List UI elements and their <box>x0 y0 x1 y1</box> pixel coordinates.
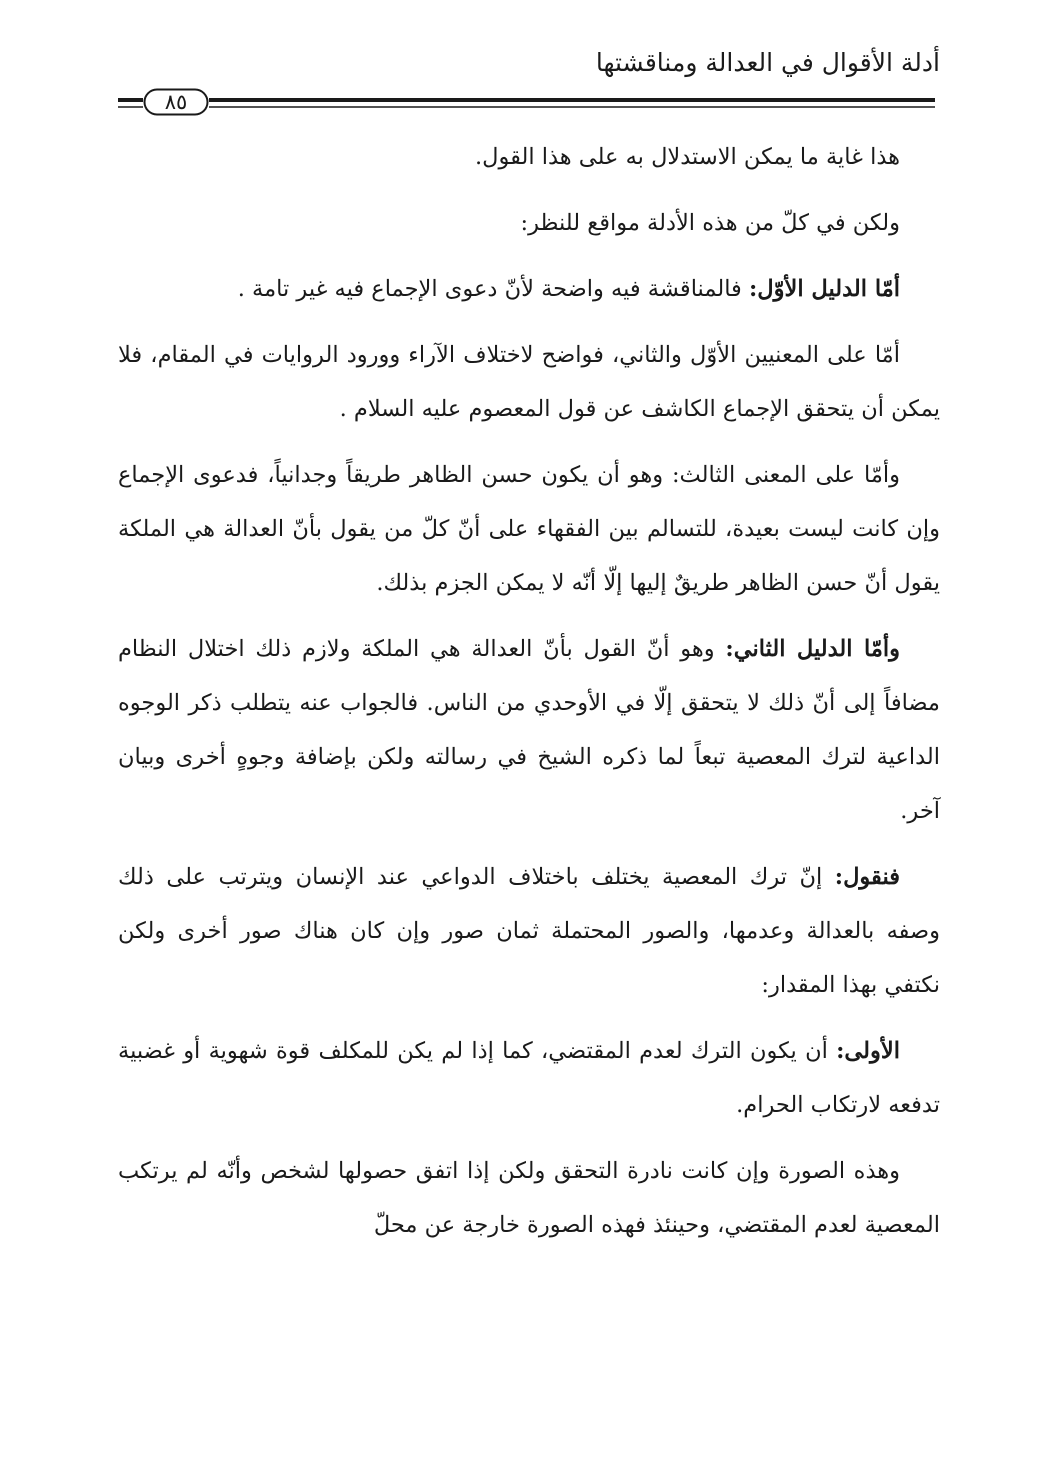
paragraph-text: إنّ ترك المعصية يختلف باختلاف الدواعي عند الإنسان ويترتب على ذلك وصفه بالعدالة وعدمها، والصور المحتملة ثمان صور وإن كان هناك صور أخرى ولكن نكتفي بهذا المقدار: <box>118 864 940 998</box>
paragraph-5 <box>118 448 940 610</box>
paragraph-2 <box>118 196 940 250</box>
paragraph-text: فالمناقشة فيه واضحة لأنّ دعوى الإجماع فيه غير تامة . <box>237 276 749 302</box>
body-text <box>118 130 940 1264</box>
page-number-badge <box>143 88 209 116</box>
paragraph-text: وهو أنّ القول بأنّ العدالة هي الملكة ولازم ذلك اختلال النظام مضافاً إلى أنّ ذلك لا يتحقق إلّا في الأوحدي من الناس. فالجواب عنه يتطلب ذكر الوجوه الداعية لترك المعصية تبعاً لما ذكره الشيخ في رسالته ولكن بإضافة وجوهٍ أخرى وبيان آخر. <box>118 636 940 824</box>
header-rule-lines <box>118 92 935 114</box>
page-number: ٨٥ <box>164 90 188 114</box>
paragraph-lead: وأمّا الدليل الثاني: <box>725 636 900 662</box>
paragraph-lead: الأولى: <box>836 1038 900 1064</box>
paragraph-text: هذا غاية ما يمكن الاستدلال به على هذا القول. <box>474 144 900 170</box>
paragraph-text: أمّا على المعنيين الأوّل والثاني، فواضح لاختلاف الآراء وورود الروايات في المقام، فلا يمكن أن يتحقق الإجماع الكاشف عن قول المعصوم عليه السلام . <box>118 342 940 422</box>
paragraph-1 <box>118 130 940 184</box>
paragraph-text: أن يكون الترك لعدم المقتضي، كما إذا لم يكن للمكلف قوة شهوية أو غضبية تدفعه لارتكاب الحرام. <box>118 1038 940 1118</box>
paragraph-text: وأمّا على المعنى الثالث: وهو أن يكون حسن الظاهر طريقاً وجدانياً، فدعوى الإجماع وإن كانت ليست بعيدة، للتسالم بين الفقهاء على أنّ كلّ من يقول بأنّ العدالة هي الملكة يقول أنّ حسن الظاهر طريقٌ إليها إلّا أنّه لا يمكن الجزم بذلك. <box>118 462 940 596</box>
paragraph-4 <box>118 328 940 436</box>
paragraph-6 <box>118 622 940 838</box>
paragraph-7 <box>118 850 940 1012</box>
paragraph-text: وهذه الصورة وإن كانت نادرة التحقق ولكن إذا اتفق حصولها لشخص وأنّه لم يرتكب المعصية لعدم المقتضي، وحينئذ فهذه الصورة خارجة عن محلّ <box>118 1158 940 1238</box>
paragraph-text: ولكن في كلّ من هذه الأدلة مواقع للنظر: <box>520 210 900 236</box>
paragraph-8 <box>118 1024 940 1132</box>
paragraph-3 <box>118 262 940 316</box>
header-rule <box>118 92 935 114</box>
paragraph-lead: فنقول: <box>834 864 900 890</box>
paragraph-lead: أمّا الدليل الأوّل: <box>748 276 900 302</box>
paragraph-9 <box>118 1144 940 1252</box>
running-header-title: أدلة الأقوال في العدالة ومناقشتها <box>595 48 940 77</box>
